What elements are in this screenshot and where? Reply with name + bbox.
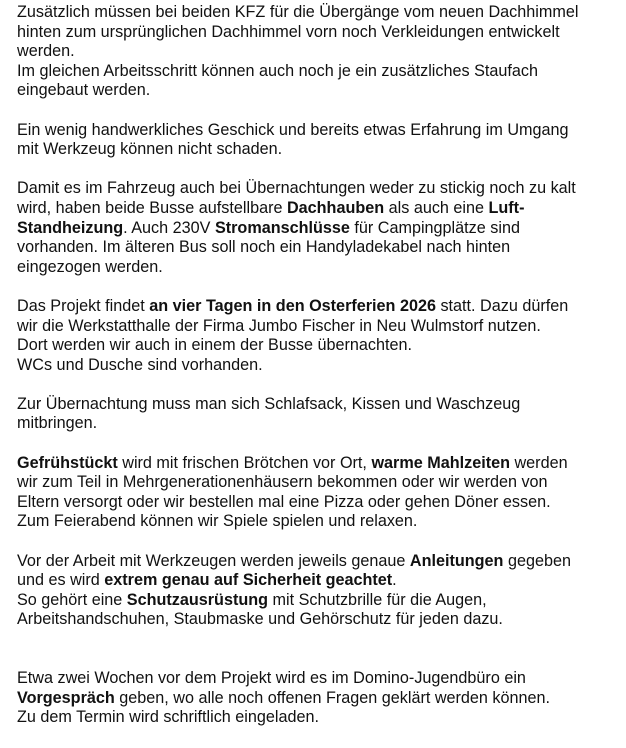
text-line [17,297,617,317]
text-run: WCs und Dusche sind vorhanden. [17,355,263,374]
text-line [17,336,617,356]
text-run: wird, haben beide Busse aufstellbare [17,198,287,217]
text-run: Dort werden wir auch in einem der Busse übernachten. [17,336,413,355]
text-line [17,571,617,591]
text-run: eingezogen werden. [17,257,163,276]
text-run: wird mit frischen Brötchen vor Ort, [117,453,372,472]
text-run: vorhanden. Im älteren Bus soll noch ein Handyladekabel nach hinten [17,238,511,257]
text-run: werden. [17,42,75,61]
text-run: So gehört eine [17,590,127,609]
text-run: werden [509,453,568,472]
text-run: Zu dem Termin wird schriftlich eingeladen. [17,708,319,727]
text-run: Zusätzlich müssen bei beiden KFZ für die Übergänge vom neuen Dachhimmel [17,3,579,21]
text-line [17,62,617,82]
text-line [17,689,617,709]
text-line [17,121,617,141]
text-line [17,669,617,689]
text-run: . [392,571,397,590]
text-run: geben, wo alle noch offenen Fragen geklärt werden können. [114,688,551,707]
text-run: mitbringen. [17,414,98,433]
paragraph [17,552,617,630]
text-run: mit Schutzbrille für die Augen, [268,590,487,609]
bold-text: Standheizung [17,218,124,237]
text-line [17,512,617,532]
document-body [17,3,617,748]
text-run: für Campingplätze sind [349,218,520,237]
text-line [17,356,617,376]
bold-text: Schutzausrüstung [126,590,268,609]
text-run: eingebaut werden. [17,81,151,100]
text-run: Im gleichen Arbeitsschritt können auch noch je ein zusätzliches Staufach [17,61,538,80]
text-line [17,81,617,101]
text-run: wir die Werkstatthalle der Firma Jumbo Fischer in Neu Wulmstorf nutzen. [17,316,541,335]
text-line [17,140,617,160]
bold-text: Anleitungen [409,551,504,570]
bold-text: Vorgespräch [17,688,115,707]
paragraph [17,3,617,101]
text-line [17,414,617,434]
text-line [17,317,617,337]
text-run: Zum Feierabend können wir Spiele spielen und relaxen. [17,512,418,531]
text-run: . Auch 230V [123,218,215,237]
text-run: und es wird [17,571,105,590]
text-line [17,473,617,493]
text-line [17,3,617,23]
text-line [17,219,617,239]
text-run: Etwa zwei Wochen vor dem Projekt wird es im Domino-Jugendbüro ein [17,669,526,688]
text-run: gegeben [503,551,571,570]
paragraph [17,395,617,434]
text-line [17,708,617,728]
text-line [17,42,617,62]
text-line [17,179,617,199]
text-line [17,610,617,630]
text-run: Eltern versorgt oder wir bestellen mal eine Pizza oder gehen Döner essen. [17,492,551,511]
text-run: Vor der Arbeit mit Werkzeugen werden jeweils genaue [17,551,410,570]
text-line [17,493,617,513]
bold-text: Gefrühstückt [17,453,118,472]
text-run: Ein wenig handwerkliches Geschick und bereits etwas Erfahrung im Umgang [17,120,569,139]
bold-text: warme Mahlzeiten [371,453,510,472]
text-run: wir zum Teil in Mehrgenerationenhäusern bekommen oder wir werden von [17,473,548,492]
paragraph [17,179,617,277]
text-line [17,258,617,278]
paragraph [17,121,617,160]
text-line [17,395,617,415]
text-line [17,552,617,572]
paragraph [17,454,617,532]
text-line [17,23,617,43]
text-run: Das Projekt findet [17,296,150,315]
bold-text: an vier Tagen in den Osterferien 2026 [149,296,436,315]
text-line [17,199,617,219]
text-run: als auch eine [384,198,489,217]
text-run: Arbeitshandschuhen, Staubmaske und Gehörschutz für jeden dazu. [17,610,503,629]
paragraph [17,669,617,728]
text-line [17,454,617,474]
text-line [17,238,617,258]
text-line [17,591,617,611]
bold-text: Luft- [488,198,525,217]
text-run: mit Werkzeug können nicht schaden. [17,140,283,159]
text-run: statt. Dazu dürfen [435,296,569,315]
bold-text: Stromanschlüsse [214,218,350,237]
paragraph [17,297,617,375]
text-run: Zur Übernachtung muss man sich Schlafsack, Kissen und Waschzeug [17,394,521,413]
text-run: Damit es im Fahrzeug auch bei Übernachtungen weder zu stickig noch zu kalt [17,179,576,198]
text-run: hinten zum ursprünglichen Dachhimmel vorn noch Verkleidungen entwickelt [17,22,560,41]
bold-text: extrem genau auf Sicherheit geachtet [104,571,393,590]
bold-text: Dachhauben [286,198,385,217]
